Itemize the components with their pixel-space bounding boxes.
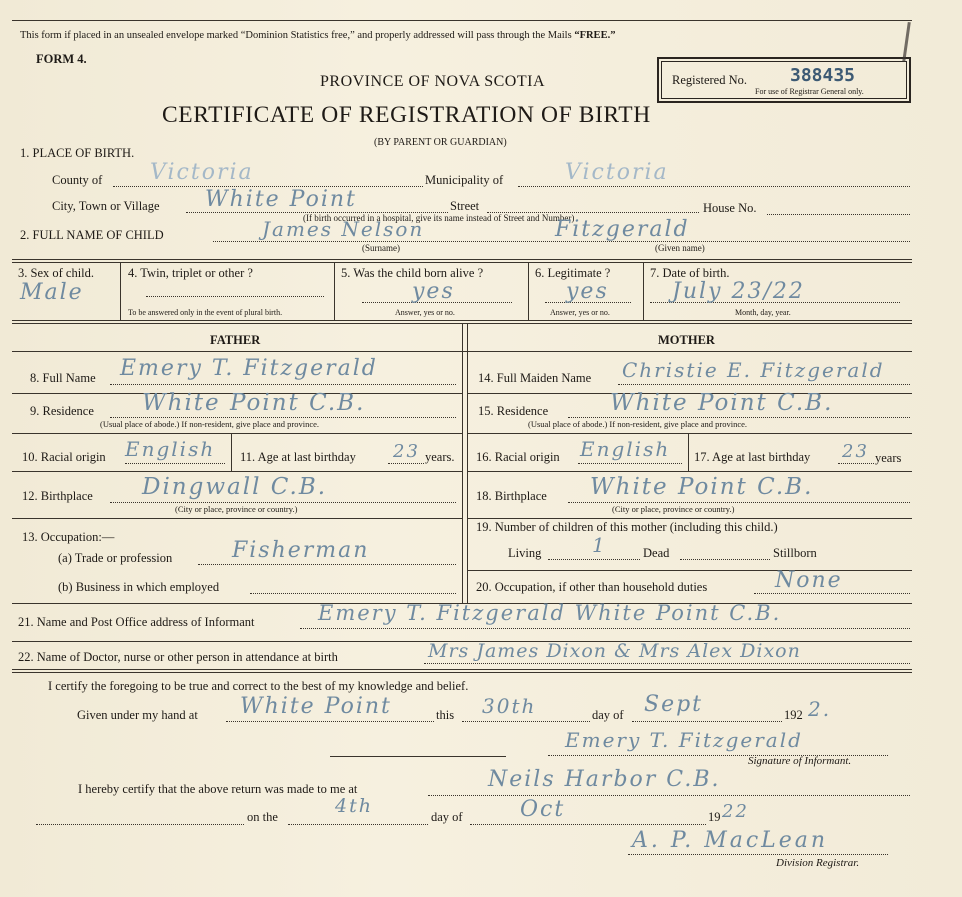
informant-label: 21. Name and Post Office address of Informant (18, 615, 255, 629)
father-residence-note: (Usual place of abode.) If non-resident, give place and province. (100, 419, 320, 429)
mother-racial-label: 16. Racial origin (476, 450, 560, 464)
father-trade-value: Fisherman (232, 538, 370, 563)
mail-note-free: “FREE.” (574, 30, 616, 41)
alive-note: Answer, yes or no. (395, 308, 455, 317)
return-place-value: Neils Harbor C.B. (488, 767, 721, 792)
certify-text: I certify the foregoing to be true and correct to the best of my knowledge and belief. (48, 679, 469, 693)
mother-name-label: 14. Full Maiden Name (478, 371, 592, 385)
father-occupation-label: 13. Occupation:— (22, 530, 115, 544)
return-day-value: 4th (335, 795, 373, 817)
given-under-label: Given under my hand at (77, 708, 198, 722)
on-the-label: on the (247, 810, 278, 824)
father-trade-label: (a) Trade or profession (58, 551, 173, 565)
dob-label: 7. Date of birth. (650, 266, 730, 280)
child-surname: Fitzgerald (555, 217, 690, 242)
father-residence-label: 9. Residence (30, 404, 94, 418)
dead-label: Dead (643, 546, 670, 560)
county-value: Victoria (150, 160, 254, 185)
mother-racial-value: English (580, 437, 671, 461)
mother-occupation-value: None (775, 568, 843, 593)
father-heading: FATHER (210, 333, 261, 347)
certificate-subtitle: (BY PARENT OR GUARDIAN) (374, 137, 507, 148)
city-value: White Point (205, 187, 357, 212)
mother-occupation-label: 20. Occupation, if other than household duties (476, 580, 708, 594)
mother-age-label: 17. Age at last birthday (694, 450, 811, 464)
doctor-value: Mrs James Dixon & Mrs Alex Dixon (428, 640, 801, 662)
twin-note: To be answered only in the event of plural birth. (128, 308, 283, 317)
father-business-label: (b) Business in which employed (58, 580, 220, 594)
province-heading: PROVINCE OF NOVA SCOTIA (320, 73, 546, 90)
county-label: County of (52, 173, 103, 187)
informant-value: Emery T. Fitzgerald White Point C.B. (318, 601, 782, 625)
mail-note: This form if placed in an unsealed envelope marked “Dominion Statistics free,” and properly addressed will pass through the Mails “FREE.” (20, 30, 616, 41)
mother-years-label: years (875, 451, 902, 465)
living-value: 1 (592, 533, 607, 557)
legitimate-label: 6. Legitimate ? (535, 266, 611, 280)
informant-signature-caption: Signature of Informant. (748, 755, 852, 767)
form-number: FORM 4. (36, 52, 87, 66)
children-count-label: 19. Number of children of this mother (including this child.) (476, 520, 778, 534)
mother-residence-label: 15. Residence (478, 404, 549, 418)
mother-name-value: Christie E. Fitzgerald (622, 358, 885, 382)
dob-note: Month, day, year. (735, 308, 791, 317)
given-year-prefix: 192 (784, 708, 803, 722)
given-year-suffix: 2. (808, 697, 832, 721)
mother-residence-note: (Usual place of abode.) If non-resident, give place and province. (528, 419, 748, 429)
hospital-note: (If birth occurred in a hospital, give its name instead of Street and Number) (303, 213, 575, 223)
day-of-label: day of (592, 708, 624, 722)
father-name-value: Emery T. Fitzgerald (120, 356, 378, 381)
father-racial-label: 10. Racial origin (22, 450, 106, 464)
given-name-caption: (Given name) (655, 243, 705, 253)
father-racial-value: English (125, 437, 216, 461)
day-of-label-2: day of (431, 810, 463, 824)
city-label: City, Town or Village (52, 199, 160, 213)
alive-label: 5. Was the child born alive ? (341, 266, 484, 280)
registered-number: 388435 (790, 65, 856, 86)
return-year-suffix: 22 (722, 801, 749, 822)
registrar-use-note: For use of Registrar General only. (755, 87, 864, 96)
father-years-label: years. (425, 450, 455, 464)
stillborn-label: Stillborn (773, 546, 817, 560)
legitimate-note: Answer, yes or no. (550, 308, 610, 317)
return-year-prefix: 19 (708, 810, 721, 824)
twin-label: 4. Twin, triplet or other ? (128, 266, 253, 280)
mother-birthplace-label: 18. Birthplace (476, 489, 547, 503)
alive-value: yes (412, 279, 455, 304)
father-birthplace-note: (City or place, province or country.) (175, 504, 298, 514)
street-label: Street (450, 199, 480, 213)
legitimate-value: yes (566, 279, 609, 304)
father-birthplace-label: 12. Birthplace (22, 489, 93, 503)
informant-signature: Emery T. Fitzgerald (565, 728, 803, 752)
mother-birthplace-value: White Point C.B. (590, 474, 814, 500)
father-residence-value: White Point C.B. (142, 390, 366, 416)
place-of-birth-label: 1. PLACE OF BIRTH. (20, 146, 135, 160)
given-month-value: Sept (644, 692, 704, 717)
father-birthplace-value: Dingwall C.B. (142, 474, 328, 500)
municipality-value: Victoria (565, 160, 669, 185)
mother-residence-value: White Point C.B. (610, 390, 834, 416)
given-day-value: 30th (482, 694, 537, 718)
mother-heading: MOTHER (658, 333, 715, 347)
registered-label: Registered No. (672, 73, 747, 87)
registrar-signature: A. P. MacLean (632, 828, 829, 853)
father-age-value: 23 (393, 441, 420, 462)
mother-age-value: 23 (842, 441, 869, 462)
return-month-value: Oct (520, 797, 566, 822)
house-no-label: House No. (703, 201, 757, 215)
municipality-label: Municipality of (425, 173, 504, 187)
registrar-caption: Division Registrar. (776, 857, 860, 869)
father-age-label: 11. Age at last birthday (240, 450, 356, 464)
surname-caption: (Surname) (362, 243, 400, 253)
return-text: I hereby certify that the above return was made to me at (78, 782, 358, 796)
dob-value: July 23/22 (672, 279, 805, 304)
mother-birthplace-note: (City or place, province or country.) (612, 504, 735, 514)
child-name-label: 2. FULL NAME OF CHILD (20, 228, 164, 242)
sex-label: 3. Sex of child. (18, 266, 95, 280)
this-label: this (436, 708, 455, 722)
sex-value: Male (20, 280, 84, 305)
given-place-value: White Point (240, 694, 392, 719)
doctor-label: 22. Name of Doctor, nurse or other person in attendance at birth (18, 650, 338, 664)
living-label: Living (508, 546, 542, 560)
child-given-names: James Nelson (262, 217, 425, 241)
father-name-label: 8. Full Name (30, 371, 96, 385)
certificate-title: CERTIFICATE OF REGISTRATION OF BIRTH (162, 102, 651, 128)
